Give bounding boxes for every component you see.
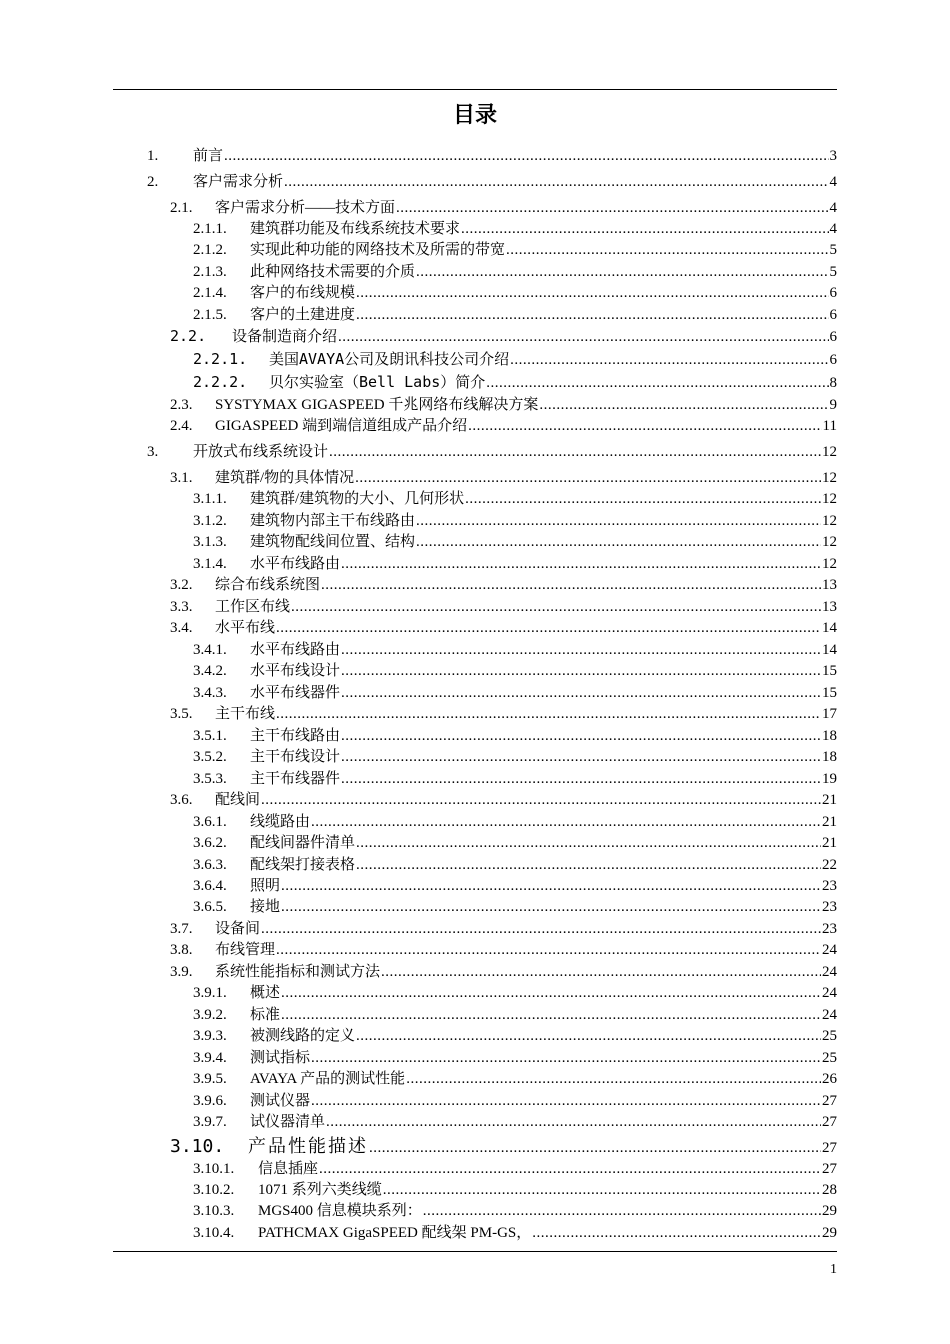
toc-entry[interactable]: [193, 530, 837, 551]
toc-entry-page: 25: [822, 1050, 837, 1066]
toc-entry-number: 3.9.1.: [193, 985, 227, 1001]
toc-entry-number: 3.1.3.: [193, 534, 227, 550]
page-title: 目录: [452, 103, 497, 128]
toc-entry-number: 2.1.4.: [193, 285, 227, 301]
toc-entry-number: 3.7.: [170, 921, 193, 937]
toc-entry-label: 客户需求分析——技术方面: [215, 200, 396, 216]
toc-entry-number: 2.3.: [170, 397, 193, 413]
toc-entry-number: 3.2.: [170, 577, 193, 593]
toc-entry-number: 1.: [147, 148, 159, 164]
dot-leader: [311, 1050, 821, 1067]
toc-entry-page: 12: [822, 534, 837, 550]
toc-entry[interactable]: [170, 393, 837, 414]
toc-entry[interactable]: [193, 217, 837, 238]
toc-entry-page: 12: [822, 470, 837, 486]
toc-entry-page: 17: [822, 706, 837, 722]
toc-entry-page: 5: [829, 264, 837, 280]
toc-entry-page: 4: [829, 200, 837, 216]
toc-entry-number: 3.6.4.: [193, 878, 227, 894]
dot-leader: [416, 264, 828, 281]
toc-entry-label: GIGASPEED 端到端信道组成产品介绍: [215, 418, 468, 434]
dot-leader: [383, 1182, 821, 1199]
toc-entry-number: 3.8.: [170, 942, 193, 958]
toc-entry-number: 2.1.5.: [193, 307, 227, 323]
toc-entry-label: 客户的土建进度: [250, 307, 356, 323]
toc-entry-number: 2.4.: [170, 418, 193, 434]
dot-leader: [291, 599, 821, 616]
toc-entry-number: 3.6.2.: [193, 835, 227, 851]
dot-leader: [276, 706, 821, 723]
toc-entry-number: 2.2.: [170, 327, 207, 345]
toc-entry-number: 3.1.: [170, 470, 193, 486]
toc-entry-label: 线缆路由: [250, 814, 311, 830]
toc-entry-number: 3.5.2.: [193, 749, 227, 765]
toc-entry-page: 8: [829, 375, 837, 391]
toc-entry[interactable]: [193, 1221, 837, 1242]
toc-entry[interactable]: [193, 260, 837, 281]
toc-entry-label: 实现此种功能的网络技术及所需的带宽: [250, 242, 506, 258]
toc-entry-number: 3.9.6.: [193, 1093, 227, 1109]
toc-entry-page: 4: [829, 174, 837, 190]
toc-entry-label: 配线间: [215, 792, 261, 808]
toc-entry-label: PATHCMAX GigaSPEED 配线架 PM-GS，: [258, 1225, 532, 1241]
toc-entry-number: 3.1.1.: [193, 491, 227, 507]
toc-entry-number: 3.6.5.: [193, 899, 227, 915]
dot-leader: [355, 470, 821, 487]
dot-leader: [281, 1007, 821, 1024]
toc-entry[interactable]: [170, 466, 837, 487]
toc-entry-label: 工作区布线: [215, 599, 291, 615]
toc-entry-label: 综合布线系统图: [215, 577, 321, 593]
dot-leader: [423, 1203, 821, 1220]
toc-entry[interactable]: [170, 573, 837, 594]
dot-leader: [532, 1225, 821, 1242]
toc-entry-number: 3.10.1.: [193, 1161, 235, 1177]
toc-entry-label: 开放式布线系统设计: [193, 444, 329, 460]
toc-entry-page: 6: [829, 352, 837, 368]
toc-entry-number: 3.9.7.: [193, 1114, 227, 1130]
dot-leader: [406, 1071, 821, 1088]
toc-entry-page: 22: [822, 857, 837, 873]
toc-entry-number: 3.9.3.: [193, 1028, 227, 1044]
toc-entry-label: 系统性能指标和测试方法: [215, 964, 381, 980]
toc-entry-page: 28: [822, 1182, 837, 1198]
toc-entry-label: 水平布线路由: [250, 642, 341, 658]
toc-entry-number: 3.3.: [170, 599, 193, 615]
dot-leader: [396, 200, 828, 217]
page-number: 1: [830, 1262, 837, 1277]
toc-entry-number: 2.1.3.: [193, 264, 227, 280]
toc-entry[interactable]: [170, 595, 837, 616]
toc-entry[interactable]: [193, 745, 837, 766]
dot-leader: [341, 749, 821, 766]
toc-entry[interactable]: [193, 281, 837, 302]
dot-leader: [261, 792, 821, 809]
toc-entry-number: 3.: [147, 444, 159, 460]
toc-entry[interactable]: [170, 616, 837, 637]
toc-entry-label: 前言: [193, 148, 224, 164]
toc-entry[interactable]: [193, 348, 837, 369]
dot-leader: [284, 174, 828, 191]
toc-entry-label: AVAYA 产品的测试性能: [250, 1071, 406, 1087]
toc-entry-label: 配线间器件清单: [250, 835, 356, 851]
toc-entry[interactable]: [193, 1089, 837, 1110]
toc-entry-page: 9: [829, 397, 837, 413]
dot-leader: [539, 397, 828, 414]
dot-leader: [356, 285, 828, 302]
toc-entry-page: 29: [822, 1225, 837, 1241]
toc-entry-page: 12: [822, 491, 837, 507]
toc-entry-label: 客户的布线规模: [250, 285, 356, 301]
toc-entry-page: 27: [822, 1140, 837, 1156]
dot-leader: [281, 878, 821, 895]
toc-entry-page: 13: [822, 599, 837, 615]
toc-entry-label: 美国AVAYA公司及朗讯科技公司介绍: [269, 350, 510, 368]
toc-entry-number: 3.5.3.: [193, 771, 227, 787]
toc-entry-number: 2.2.1.: [193, 350, 248, 368]
toc-entry-label: 建筑群/建筑物的大小、几何形状: [250, 491, 465, 507]
toc-entry[interactable]: [170, 414, 837, 435]
toc-entry-label: 照明: [250, 878, 281, 894]
toc-entry-page: 27: [822, 1093, 837, 1109]
dot-leader: [321, 577, 821, 594]
toc-entry[interactable]: [193, 238, 837, 259]
dot-leader: [416, 513, 821, 530]
toc-entry-number: 3.5.: [170, 706, 193, 722]
toc-entry-number: 3.9.: [170, 964, 193, 980]
toc-entry[interactable]: [170, 1132, 837, 1158]
toc-entry[interactable]: [147, 440, 837, 461]
toc-entry-label: 水平布线路由: [250, 556, 341, 572]
toc-entry-label: 设备制造商介绍: [232, 327, 338, 345]
toc-entry[interactable]: [170, 917, 837, 938]
toc-entry-label: 水平布线器件: [250, 685, 341, 701]
dot-leader: [356, 1028, 821, 1045]
toc-entry-page: 12: [822, 513, 837, 529]
toc-entry-label: 试仪器清单: [250, 1114, 326, 1130]
toc-entry-label: 设备间: [215, 921, 261, 937]
toc-entry-number: 2.: [147, 174, 159, 190]
dot-leader: [311, 814, 821, 831]
toc-entry-page: 6: [829, 329, 837, 345]
dot-leader: [281, 899, 821, 916]
toc-entry[interactable]: [193, 1046, 837, 1067]
toc-entry[interactable]: [193, 853, 837, 874]
toc-entry-label: 标准: [250, 1007, 281, 1023]
toc-entry-number: 2.2.2.: [193, 373, 248, 391]
toc-entry-page: 27: [822, 1114, 837, 1130]
toc-entry-label: 建筑群功能及布线系统技术要求: [250, 221, 461, 237]
toc-entry-page: 11: [822, 418, 837, 434]
dot-leader: [465, 491, 821, 508]
dot-leader: [356, 835, 821, 852]
dot-leader: [486, 375, 828, 392]
toc-entry[interactable]: [193, 981, 837, 1002]
toc-entry[interactable]: [193, 810, 837, 831]
toc-entry-number: 3.9.5.: [193, 1071, 227, 1087]
toc-entry-page: 5: [829, 242, 837, 258]
dot-leader: [281, 985, 821, 1002]
toc-entry-page: 6: [829, 307, 837, 323]
toc-entry[interactable]: [193, 1199, 837, 1220]
toc-entry-page: 21: [822, 835, 837, 851]
dot-leader: [468, 418, 821, 435]
toc-entry-label: SYSTYMAX GIGASPEED 千兆网络布线解决方案: [215, 397, 539, 413]
dot-leader: [326, 1114, 821, 1131]
toc-entry[interactable]: [193, 1024, 837, 1045]
toc-entry-page: 26: [822, 1071, 837, 1087]
toc-entry-page: 25: [822, 1028, 837, 1044]
toc-entry-label: 配线架打接表格: [250, 857, 356, 873]
toc-entry[interactable]: [193, 1067, 837, 1088]
dot-leader: [319, 1161, 821, 1178]
dot-leader: [341, 642, 821, 659]
toc-entry-label: 被测线路的定义: [250, 1028, 356, 1044]
toc-entry-page: 15: [822, 663, 837, 679]
toc-entry-page: 29: [822, 1203, 837, 1219]
toc-entry-label: 概述: [250, 985, 281, 1001]
toc-entry-page: 13: [822, 577, 837, 593]
toc-entry-number: 2.1.2.: [193, 242, 227, 258]
toc-entry[interactable]: [193, 659, 837, 680]
toc-entry-label: 布线管理: [215, 942, 276, 958]
dot-leader: [341, 663, 821, 680]
toc-entry-page: 24: [822, 942, 837, 958]
toc-entry-label: 建筑物配线间位置、结构: [250, 534, 416, 550]
toc-entry[interactable]: [193, 1157, 837, 1178]
toc-entry[interactable]: [193, 831, 837, 852]
dot-leader: [506, 242, 828, 259]
toc-entry-label: 水平布线: [215, 620, 276, 636]
dot-leader: [276, 620, 821, 637]
toc-entry-number: 3.6.1.: [193, 814, 227, 830]
dot-leader: [341, 685, 821, 702]
toc-entry-number: 3.6.: [170, 792, 193, 808]
toc-entry-number: 3.10.2.: [193, 1182, 235, 1198]
toc-entry-number: 3.10.4.: [193, 1225, 235, 1241]
toc-entry-label: 1071 系列六类线缆: [258, 1182, 382, 1198]
toc-entry[interactable]: [193, 1003, 837, 1024]
dot-leader: [381, 964, 821, 981]
dot-leader: [329, 444, 821, 461]
toc-entry[interactable]: [193, 487, 837, 508]
toc-entry-page: 3: [829, 148, 837, 164]
toc-entry-label: 主干布线: [215, 706, 276, 722]
toc-entry[interactable]: [147, 144, 837, 165]
toc-entry-label: 主干布线设计: [250, 749, 341, 765]
toc-entry[interactable]: [170, 325, 837, 346]
dot-leader: [341, 556, 821, 573]
toc-entry[interactable]: [193, 767, 837, 788]
toc-entry-label: 信息插座: [258, 1161, 319, 1177]
toc-entry[interactable]: [170, 702, 837, 723]
toc-entry-label: 建筑群/物的具体情况: [215, 470, 355, 486]
toc-entry-number: 3.5.1.: [193, 728, 227, 744]
toc-entry-number: 3.6.3.: [193, 857, 227, 873]
toc-entry[interactable]: [193, 1178, 837, 1199]
toc-entry-number: 2.1.1.: [193, 221, 227, 237]
dot-leader: [461, 221, 828, 238]
footer-rule: [113, 1251, 837, 1252]
dot-leader: [338, 329, 828, 346]
toc-entry-label: 测试指标: [250, 1050, 311, 1066]
dot-leader: [356, 857, 821, 874]
toc-entry-number: 3.9.4.: [193, 1050, 227, 1066]
toc-entry-page: 15: [822, 685, 837, 701]
dot-leader: [369, 1140, 821, 1157]
toc-entry-label: 贝尔实验室（Bell Labs）简介: [269, 373, 486, 391]
toc-entry[interactable]: [170, 196, 837, 217]
dot-leader: [416, 534, 821, 551]
toc-entry-label: 此种网络技术需要的介质: [250, 264, 416, 280]
dot-leader: [341, 728, 821, 745]
toc-entry-number: 3.1.2.: [193, 513, 227, 529]
toc-entry-number: 3.4.2.: [193, 663, 227, 679]
toc-entry-page: 21: [822, 792, 837, 808]
toc-entry-page: 21: [822, 814, 837, 830]
toc-entry[interactable]: [193, 895, 837, 916]
toc-entry-label: MGS400 信息模块系列：: [258, 1203, 422, 1219]
toc-entry-label: 水平布线设计: [250, 663, 341, 679]
toc-entry-number: 3.4.3.: [193, 685, 227, 701]
toc-entry-label: 客户需求分析: [193, 174, 284, 190]
toc-entry[interactable]: [193, 638, 837, 659]
toc-entry-page: 24: [822, 1007, 837, 1023]
toc-entry-page: 6: [829, 285, 837, 301]
toc-entry-page: 14: [822, 620, 837, 636]
toc-entry-number: 3.10.: [170, 1136, 225, 1157]
toc-entry-label: 主干布线路由: [250, 728, 341, 744]
dot-leader: [261, 921, 821, 938]
toc-entry-number: 3.10.3.: [193, 1203, 235, 1219]
toc-entry-page: 23: [822, 878, 837, 894]
toc-entry-page: 18: [822, 728, 837, 744]
toc-entry[interactable]: [193, 724, 837, 745]
toc-entry-number: 2.1.: [170, 200, 193, 216]
toc-entry-label: 产品性能描述: [248, 1136, 368, 1157]
toc-entry-number: 3.1.4.: [193, 556, 227, 572]
toc-entry[interactable]: [193, 509, 837, 530]
toc-entry[interactable]: [193, 1110, 837, 1131]
toc-entry[interactable]: [193, 303, 837, 324]
toc-entry[interactable]: [193, 874, 837, 895]
dot-leader: [510, 352, 828, 369]
toc-entry[interactable]: [170, 938, 837, 959]
toc-entry-page: 27: [822, 1161, 837, 1177]
dot-leader: [341, 771, 821, 788]
toc-entry-page: 19: [822, 771, 837, 787]
toc-entry[interactable]: [193, 681, 837, 702]
toc-entry[interactable]: [147, 170, 837, 191]
toc-entry-number: 3.4.1.: [193, 642, 227, 658]
dot-leader: [224, 148, 828, 165]
toc-entry[interactable]: [193, 371, 837, 392]
toc-entry[interactable]: [170, 960, 837, 981]
toc-entry[interactable]: [193, 552, 837, 573]
toc-entry-page: 23: [822, 921, 837, 937]
toc-entry-page: 24: [822, 964, 837, 980]
toc-entry-page: 24: [822, 985, 837, 1001]
toc-entry-label: 主干布线器件: [250, 771, 341, 787]
toc-entry-page: 14: [822, 642, 837, 658]
toc-entry-label: 建筑物内部主干布线路由: [250, 513, 416, 529]
toc-entry-number: 3.9.2.: [193, 1007, 227, 1023]
dot-leader: [311, 1093, 821, 1110]
dot-leader: [276, 942, 821, 959]
toc-entry-page: 23: [822, 899, 837, 915]
dot-leader: [356, 307, 828, 324]
toc-entry[interactable]: [170, 788, 837, 809]
toc-entry-page: 12: [822, 556, 837, 572]
toc-entry-number: 3.4.: [170, 620, 193, 636]
toc-entry-page: 18: [822, 749, 837, 765]
toc-entry-label: 测试仪器: [250, 1093, 311, 1109]
toc-entry-label: 接地: [250, 899, 281, 915]
toc-entry-page: 4: [829, 221, 837, 237]
toc-entry-page: 12: [822, 444, 837, 460]
